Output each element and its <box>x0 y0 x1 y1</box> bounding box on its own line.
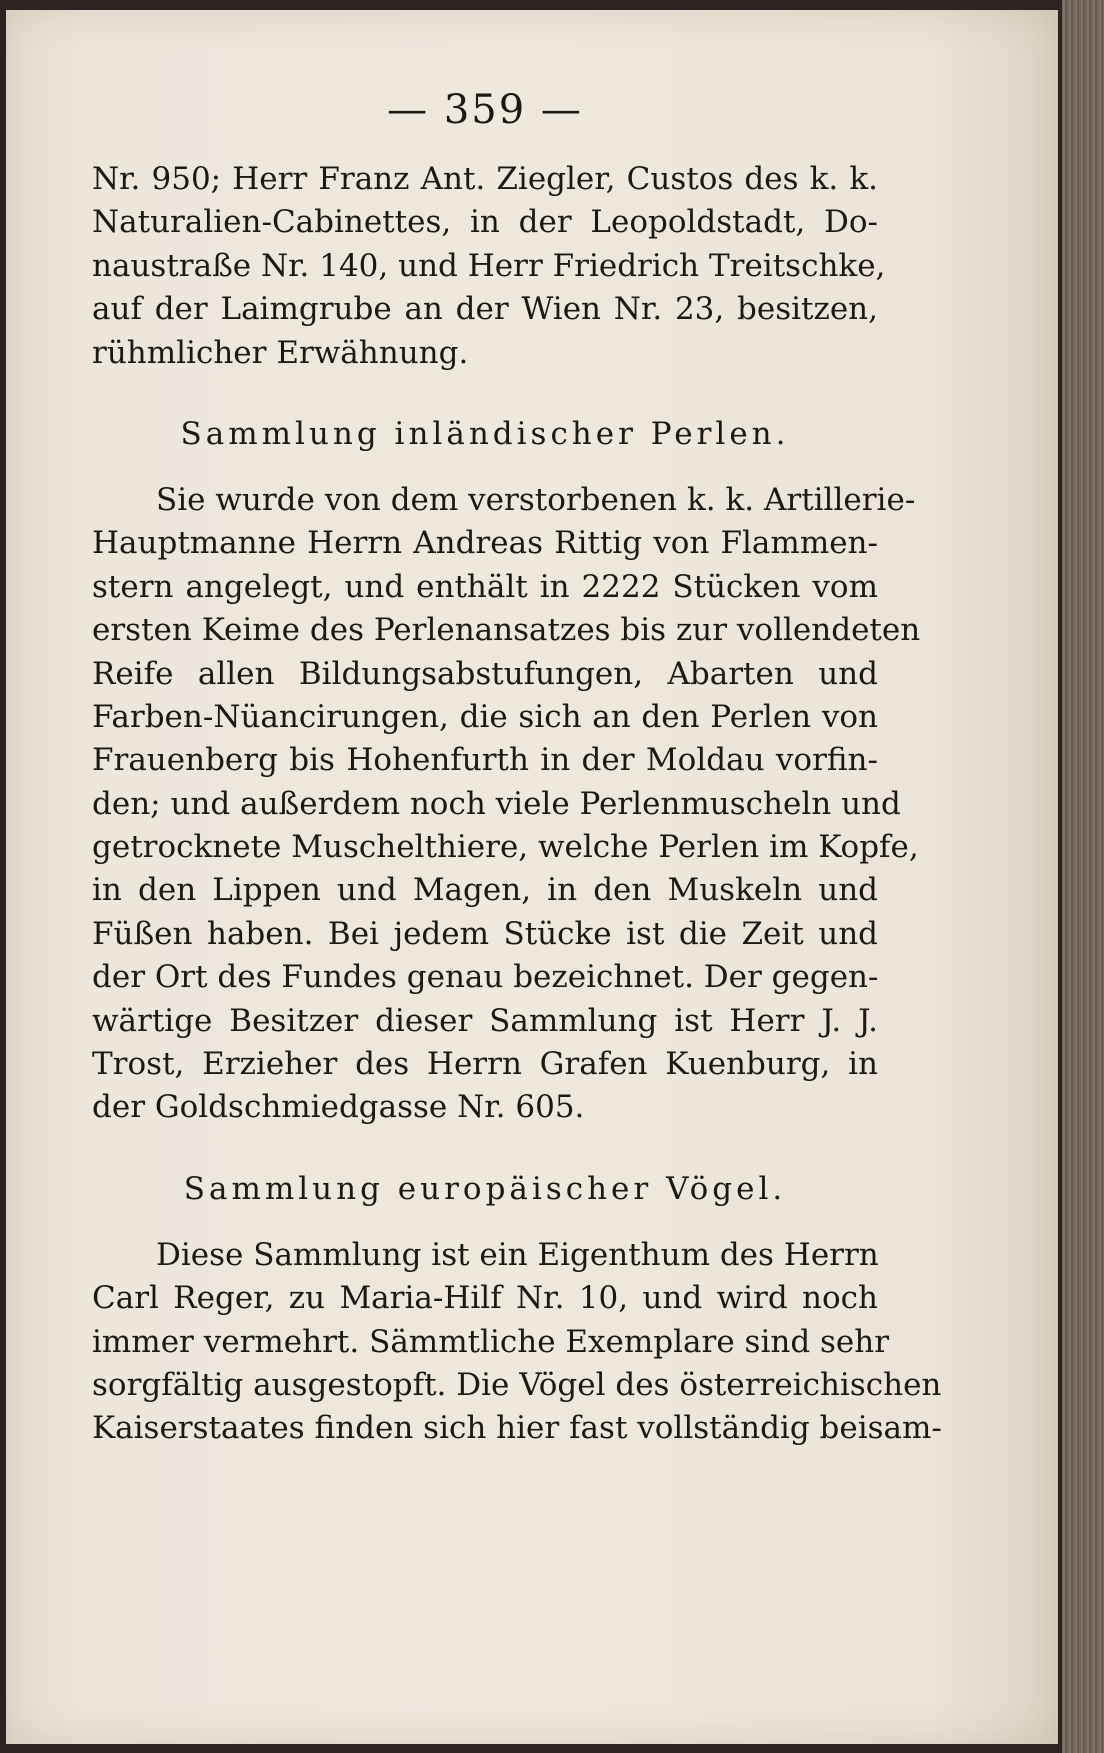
text-line: Nr. 950; Herr Franz Ant. Ziegler, Custos des k. k. <box>92 161 878 197</box>
text-line: Kaiserstaates finden sich hier fast vollständig beisam- <box>92 1410 942 1447</box>
text-line: wärtige Besitzer dieser Sammlung ist Herr J. J. <box>92 1002 878 1039</box>
page-content <box>92 82 942 1451</box>
text-line: immer vermehrt. Sämmtliche Exemplare sind sehr <box>92 1323 890 1360</box>
text-line: der Goldschmiedgasse Nr. 605. <box>92 1089 585 1126</box>
section-heading-pearls: Sammlung inländischer Perlen. <box>180 415 790 452</box>
text-line: sorgfältig ausgestopft. Die Vögel des österreichischen <box>92 1366 942 1403</box>
text-line: Carl Reger, zu Maria-Hilf Nr. 10, und wird noch <box>92 1280 878 1317</box>
page-stack-edge <box>1062 0 1104 1753</box>
text-line: Naturalien-Cabinettes, in der Leopoldstadt, Do- <box>92 204 878 241</box>
section-heading-birds: Sammlung europäischer Vögel. <box>183 1170 787 1207</box>
text-line: Reife allen Bildungsabstufungen, Abarten und <box>92 655 878 692</box>
text-line: Sie wurde von dem verstorbenen k. k. Artillerie- <box>156 481 916 518</box>
text-line: in den Lippen und Magen, in den Muskeln und <box>92 872 878 909</box>
text-line: rühmlicher Erwähnung. <box>92 334 469 371</box>
text-line: getrocknete Muschelthiere, welche Perlen im Kopfe, <box>92 829 919 866</box>
text-line: Frauenberg bis Hohenfurth in der Moldau vorfin- <box>92 742 878 779</box>
paragraph-3 <box>92 1234 942 1451</box>
text-line: Farben-Nüancirungen, die sich an den Perlen von <box>92 698 878 735</box>
text-line: Diese Sammlung ist ein Eigenthum des Herrn <box>156 1236 879 1273</box>
paragraph-1 <box>92 158 886 375</box>
text-line: naustraße Nr. 140, und Herr Friedrich Treitschke, <box>92 247 886 284</box>
text-line: auf der Laimgrube an der Wien Nr. 23, besitzen, <box>92 291 878 328</box>
text-line: Trost, Erzieher des Herrn Grafen Kuenburg, in <box>92 1046 878 1083</box>
paragraph-2 <box>92 479 921 1130</box>
text-line: der Ort des Fundes genau bezeichnet. Der gegen- <box>92 959 879 996</box>
text-line: stern angelegt, und enthält in 2222 Stücken vom <box>92 568 878 605</box>
text-line: ersten Keime des Perlenansatzes bis zur vollendeten <box>92 612 921 649</box>
page-number: — 359 — <box>387 87 583 133</box>
text-line: Füßen haben. Bei jedem Stücke ist die Zeit und <box>92 915 878 952</box>
text-line: Hauptmanne Herrn Andreas Rittig von Flammen- <box>92 525 878 562</box>
text-line: den; und außerdem noch viele Perlenmuscheln und <box>92 785 901 822</box>
